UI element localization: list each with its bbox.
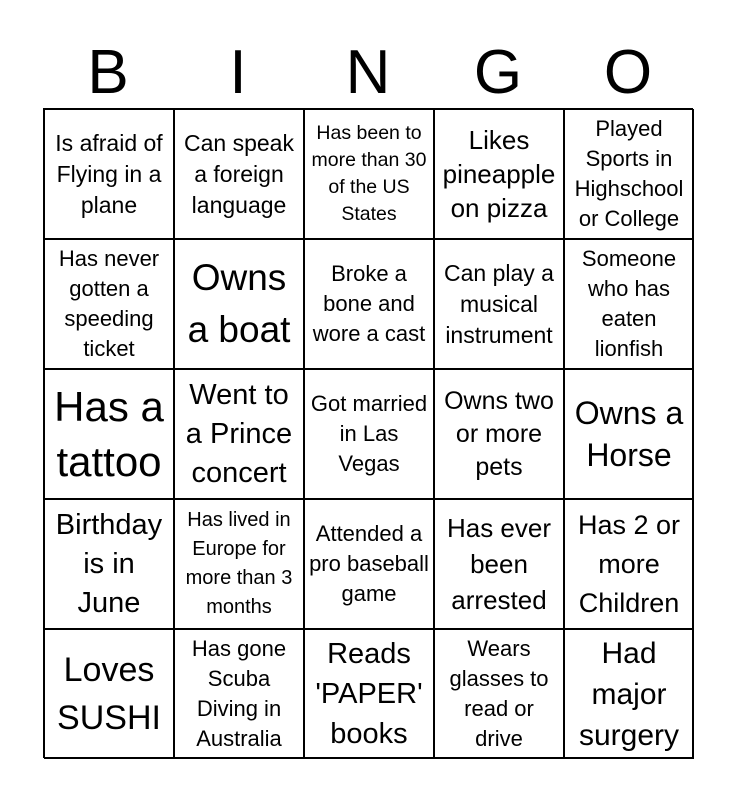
cell-text: Attended a pro baseball game	[309, 521, 429, 606]
cell-text: Owns a boat	[187, 257, 291, 350]
bingo-grid	[43, 108, 693, 758]
cell-text: Went to a Prince concert	[185, 378, 293, 489]
bingo-cell	[564, 109, 694, 239]
cell-text: Has ever been arrested	[446, 513, 552, 615]
cell-text: Has been to more than 30 of the US States	[311, 122, 427, 225]
cell-text: Has gone Scuba Diving in Australia	[191, 636, 287, 751]
bingo-header	[43, 38, 693, 108]
bingo-cell	[174, 369, 304, 499]
cell-text: Can speak a foreign language	[184, 129, 294, 218]
cell-text: Someone who has eaten lionfish	[581, 246, 677, 361]
bingo-cell	[434, 239, 564, 369]
bingo-cell	[434, 629, 564, 759]
bingo-cell	[564, 239, 694, 369]
bingo-cell	[564, 499, 694, 629]
bingo-cell	[174, 629, 304, 759]
bingo-cell	[44, 369, 174, 499]
bingo-cell	[564, 369, 694, 499]
bingo-cell	[174, 109, 304, 239]
bingo-cell	[304, 239, 434, 369]
bingo-cell	[44, 629, 174, 759]
header-letter-i: I	[229, 38, 247, 107]
cell-text: Reads 'PAPER' books	[315, 638, 423, 750]
bingo-cell	[304, 369, 434, 499]
cell-text: Had major surgery	[578, 636, 680, 752]
cell-text: Loves SUSHI	[57, 651, 161, 737]
bingo-cell	[44, 239, 174, 369]
cell-text: Got married in Las Vegas	[310, 391, 428, 476]
bingo-cell	[44, 109, 174, 239]
bingo-cell	[304, 629, 434, 759]
bingo-cell	[564, 629, 694, 759]
bingo-cell	[434, 499, 564, 629]
header-letter-g: G	[473, 38, 523, 107]
cell-text: Has 2 or more Children	[577, 509, 681, 618]
cell-text: Can play a musical instrument	[444, 259, 554, 348]
cell-text: Has a tattoo	[54, 383, 164, 485]
cell-text: Birthday is in June	[55, 508, 163, 619]
cell-text: Wears glasses to read or drive	[449, 636, 549, 751]
cell-text: Broke a bone and wore a cast	[312, 261, 426, 346]
cell-text: Played Sports in Highschool or College	[574, 116, 684, 231]
bingo-cell	[44, 499, 174, 629]
bingo-cell	[174, 239, 304, 369]
cell-text: Likes pineapple on pizza	[442, 125, 556, 223]
bingo-cell	[434, 369, 564, 499]
cell-text: Has never gotten a speeding ticket	[58, 246, 160, 361]
bingo-cell	[174, 499, 304, 629]
header-letter-b: B	[87, 38, 129, 107]
cell-text: Is afraid of Flying in a plane	[55, 129, 163, 218]
header-letter-o: O	[603, 38, 653, 107]
bingo-cell	[434, 109, 564, 239]
cell-text: Has lived in Europe for more than 3 months	[185, 509, 293, 618]
cell-text: Owns two or more pets	[444, 386, 554, 481]
header-letter-n: N	[345, 38, 391, 107]
bingo-cell	[304, 499, 434, 629]
bingo-cell	[304, 109, 434, 239]
cell-text: Owns a Horse	[574, 395, 684, 473]
